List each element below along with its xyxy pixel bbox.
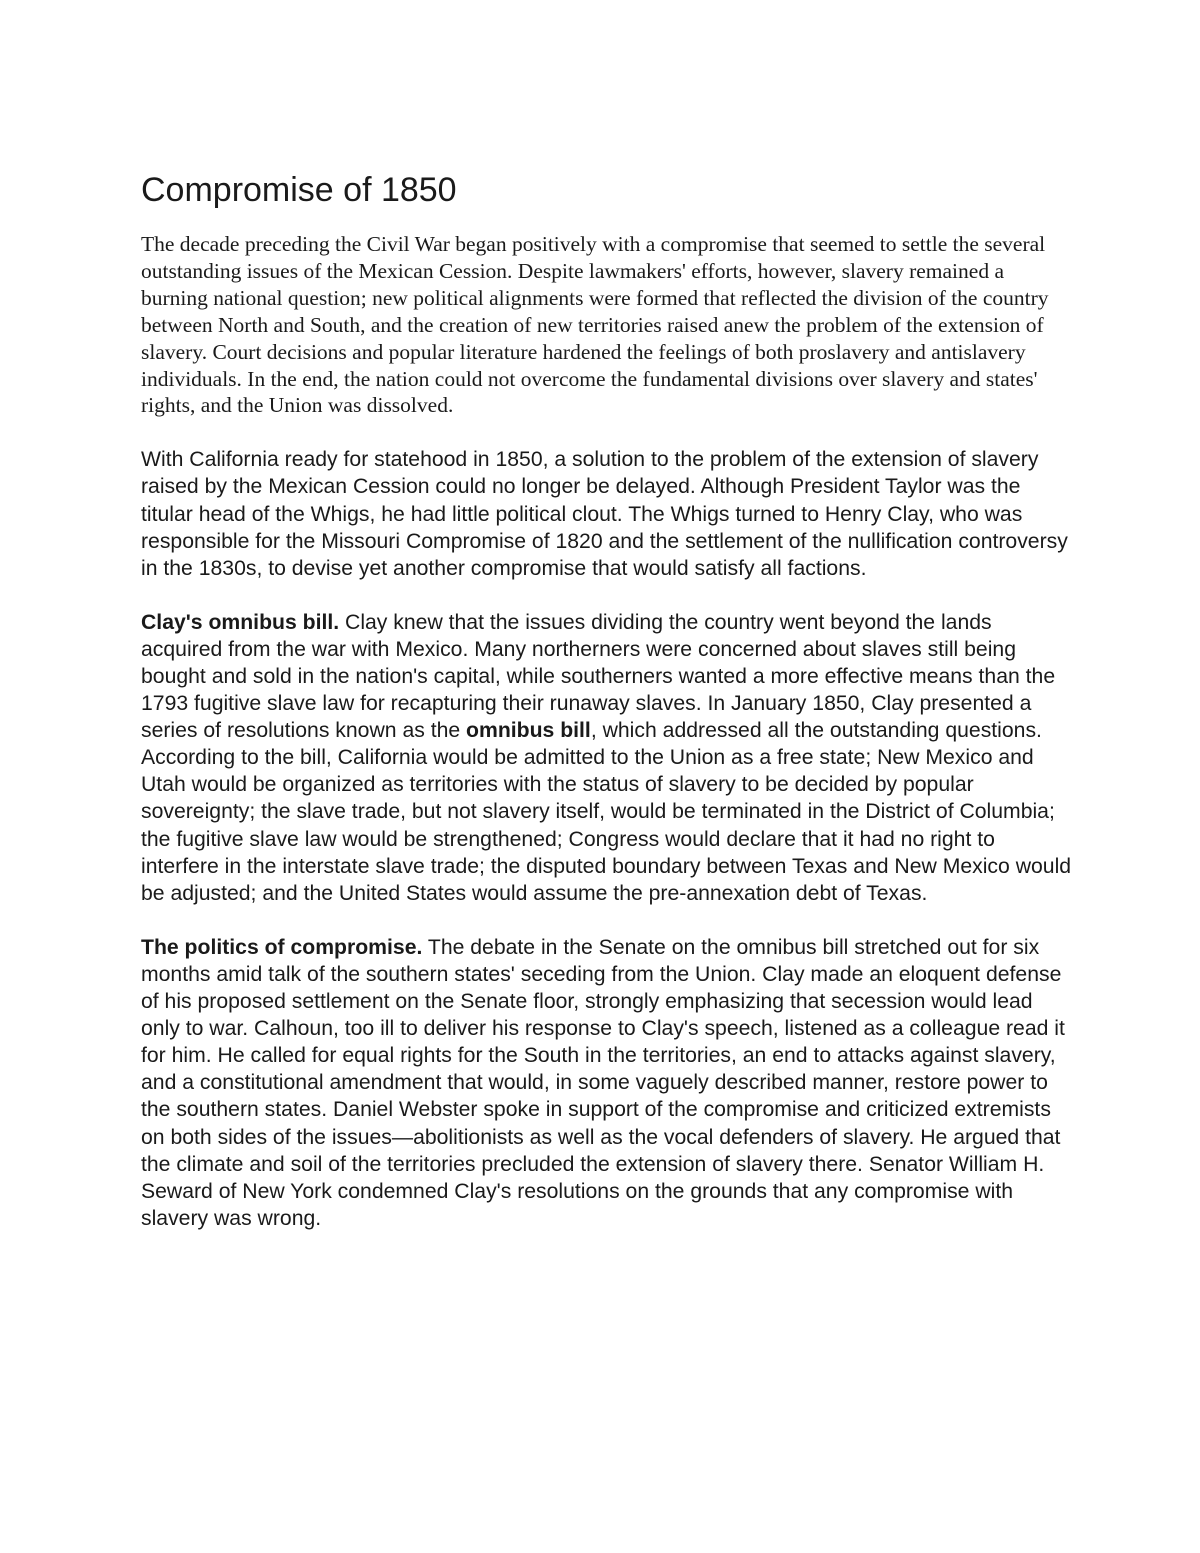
- politics-paragraph: [141, 934, 1076, 1232]
- document-title: Compromise of 1850: [141, 171, 457, 209]
- document-page: [141, 168, 1076, 1259]
- omnibus-bill-term: omnibus bill: [466, 719, 591, 743]
- intro-paragraph: The decade preceding the Civil War began positively with a compromise that seemed to settle the several outstanding issues of the Mexican Cession. Despite lawmakers' efforts, however, slavery remained a burning national question; new political alignments were formed that reflected the division of the country between North and South, and the creation of new territories raised anew the problem of the extension of slavery. Court decisions and popular literature hardened the feelings of both proslavery and antislavery individuals. In the end, the nation could not overcome the fundamental divisions over slavery and states' rights, and the Union was dissolved.: [141, 232, 1049, 418]
- omnibus-bill-heading: Clay's omnibus bill.: [141, 610, 340, 634]
- omnibus-bill-paragraph: [141, 609, 1076, 907]
- politics-heading: The politics of compromise.: [141, 935, 423, 959]
- omnibus-bill-text-before: Clay knew that the issues dividing the country went beyond the lands acquired from the war with Mexico. Many northerners were concerned about slaves still being bought and sold in the nation's capital, while southerners wanted a more effective means than the 1793 fugitive slave law for recapturing their runaway slaves. In January 1850, Clay presented a series of resolutions known as the: [141, 610, 1056, 743]
- omnibus-bill-text-after: , which addressed all the outstanding questions. According to the bill, California would be admitted to the Union as a free state; New Mexico and Utah would be organized as territories with the status of slavery to be decided by popular sovereignty; the slave trade, but not slavery itself, would be terminated in the District of Columbia; the fugitive slave law would be strengthened; Congress would declare that it had no right to interfere in the interstate slave trade; the disputed boundary between Texas and New Mexico would be adjusted; and the United States would assume the pre-annexation debt of Texas.: [141, 719, 1072, 905]
- california-paragraph: With California ready for statehood in 1850, a solution to the problem of the extension of slavery raised by the Mexican Cession could no longer be delayed. Although President Taylor was the titular head of the Whigs, he had little political clout. The Whigs turned to Henry Clay, who was responsible for the Missouri Compromise of 1820 and the settlement of the nullification controversy in the 1830s, to devise yet another compromise that would satisfy all factions.: [141, 448, 1068, 580]
- politics-text: The debate in the Senate on the omnibus bill stretched out for six months amid talk of the southern states' seceding from the Union. Clay made an eloquent defense of his proposed settlement on the Senate floor, strongly emphasizing that secession would lead only to war. Calhoun, too ill to deliver his response to Clay's speech, listened as a colleague read it for him. He called for equal rights for the South in the territories, an end to attacks against slavery, and a constitutional amendment that would, in some vaguely described manner, restore power to the southern states. Daniel Webster spoke in support of the compromise and criticized extremists on both sides of the issues—abolitionists as well as the vocal defenders of slavery. He argued that the climate and soil of the territories precluded the extension of slavery there. Senator William H. Seward of New York condemned Clay's resolutions on the grounds that any compromise with slavery was wrong.: [141, 935, 1065, 1230]
